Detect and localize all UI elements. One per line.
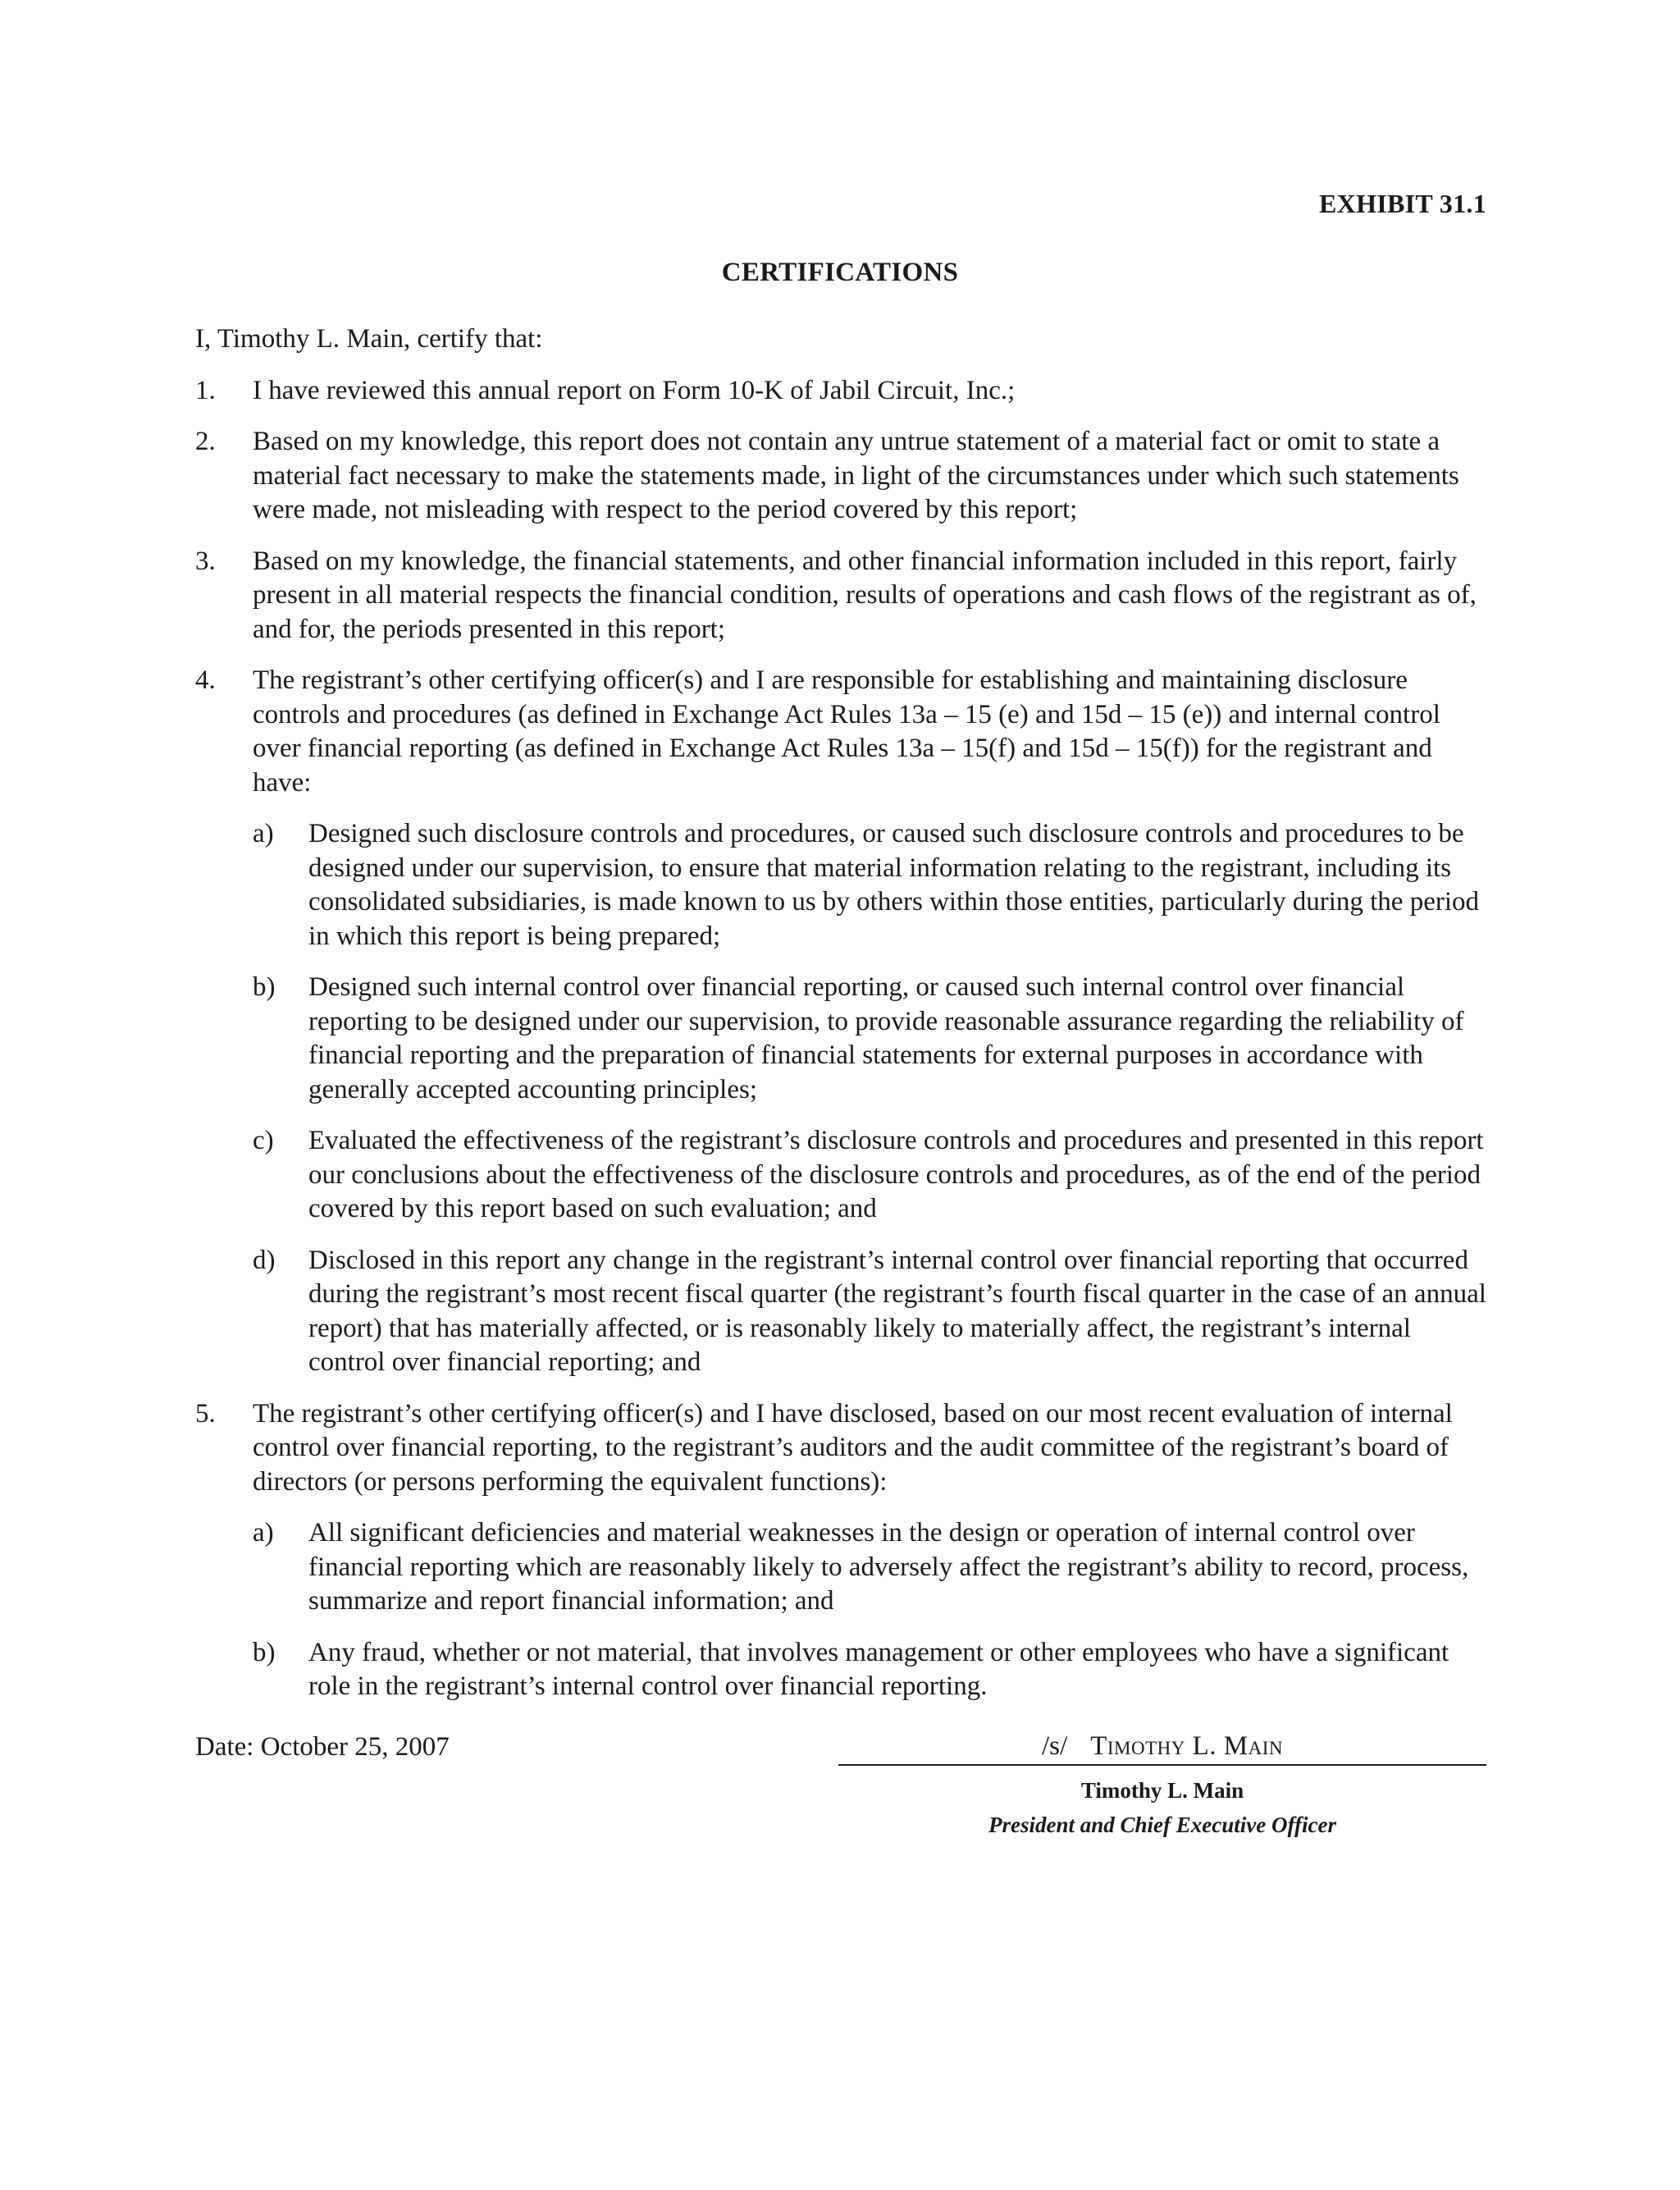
sub-item-4d (195, 1244, 1486, 1380)
sub-item-text: Evaluated the effectiveness of the registrant’s disclosure controls and procedures and presented in this report our conclusions about the effectiveness of the disclosure controls and procedures, as of the end of the period covered by this report based on such evaluation; and (308, 1126, 1484, 1223)
signer-title: President and Chief Executive Officer (988, 1813, 1336, 1837)
item-text: Based on my knowledge, this report does not contain any untrue statement of a material fact or omit to state a material fact necessary to make the statements made, in light of the circumstances under which such statements were made, not misleading with respect to the period covered by this report; (253, 427, 1459, 524)
signature-mark: /s/ (1042, 1731, 1068, 1761)
sub-item-letter: a) (253, 1518, 274, 1548)
intro-text: I, Timothy L. Main, certify that: (195, 324, 543, 354)
list-item-5 (195, 1397, 1486, 1500)
sub-item-text: Any fraud, whether or not material, that involves management or other employees who have a significant role in the registrant’s internal control over financial reporting. (308, 1637, 1449, 1701)
item-number: 1. (195, 375, 216, 405)
signature-name: Timothy L. Main (1090, 1731, 1283, 1761)
page-title: CERTIFICATIONS (721, 258, 959, 287)
sub-item-4b (195, 971, 1486, 1107)
sub-item-4c (195, 1124, 1486, 1227)
signer-printed-name: Timothy L. Main (1080, 1778, 1244, 1803)
list-item-2 (195, 425, 1486, 528)
sub-item-letter: b) (253, 1637, 276, 1667)
item-number: 5. (195, 1398, 216, 1429)
sub-item-text: Designed such disclosure controls and procedures, or caused such disclosure controls and procedures to be designed under our supervision, to ensure that material information relating to the registrant, including its consolidated subsidiaries, is made known to us by others within those entities, particularly during the period in which this report is being prepared; (308, 819, 1479, 951)
item-number: 4. (195, 665, 216, 695)
item-number: 3. (195, 546, 216, 576)
sub-item-letter: a) (253, 819, 274, 848)
sub-item-text: Designed such internal control over financial reporting, or caused such internal control over financial reporting to be designed under our supervision, to provide reasonable assurance regarding the reliability of financial reporting and the preparation of financial statements for external purposes in accordance with generally accepted accounting principles; (308, 972, 1464, 1104)
sub-item-4a (195, 817, 1486, 953)
signature-line (838, 1730, 1486, 1766)
sub-item-text: All significant deficiencies and material weaknesses in the design or operation of internal control over financial reporting which are reasonably likely to adversely affect the registrant’s ability to record, process, summarize and report financial information; and (308, 1518, 1469, 1616)
sub-item-letter: c) (253, 1126, 274, 1155)
item-text: I have reviewed this annual report on Form 10-K of Jabil Circuit, Inc.; (253, 375, 1016, 405)
item-text: Based on my knowledge, the financial statements, and other financial information included in this report, fairly present in all material respects the financial condition, results of operations and cash flows of the registrant as of, and for, the periods presented in this report; (253, 546, 1477, 644)
sub-item-letter: b) (253, 972, 276, 1002)
list-item-1 (195, 374, 1486, 409)
sub-item-letter: d) (253, 1245, 276, 1275)
list-item-3 (195, 545, 1486, 647)
date-line: Date: October 25, 2007 (195, 1732, 450, 1762)
certification-body (195, 322, 1486, 1721)
list-item-4 (195, 664, 1486, 800)
exhibit-label: EXHIBIT 31.1 (1319, 189, 1486, 218)
item-text: The registrant’s other certifying officer(s) and I have disclosed, based on our most recent evaluation of internal control over financial reporting, to the registrant’s auditors and the audit committee of the registrant’s board of directors (or persons performing the equivalent functions): (253, 1398, 1453, 1497)
item-number: 2. (195, 427, 216, 456)
sub-item-5b (195, 1636, 1486, 1704)
sub-item-5a (195, 1516, 1486, 1619)
item-text: The registrant’s other certifying officer(s) and I are responsible for establishing and maintaining disclosure controls and procedures (as defined in Exchange Act Rules 13a – 15 (e) and 15d – 15 (e)) and internal control over financial reporting (as defined in Exchange Act Rules 13a – 15(f) and 15d – 15(f)) for the registrant and have: (253, 665, 1440, 798)
sub-item-text: Disclosed in this report any change in the registrant’s internal control over financial reporting that occurred during the registrant’s most recent fiscal quarter (the registrant’s fourth fiscal quarter in the case of an annual report) that has materially affected, or is reasonably likely to materially affect, the registrant’s internal control over financial reporting; and (308, 1245, 1486, 1377)
